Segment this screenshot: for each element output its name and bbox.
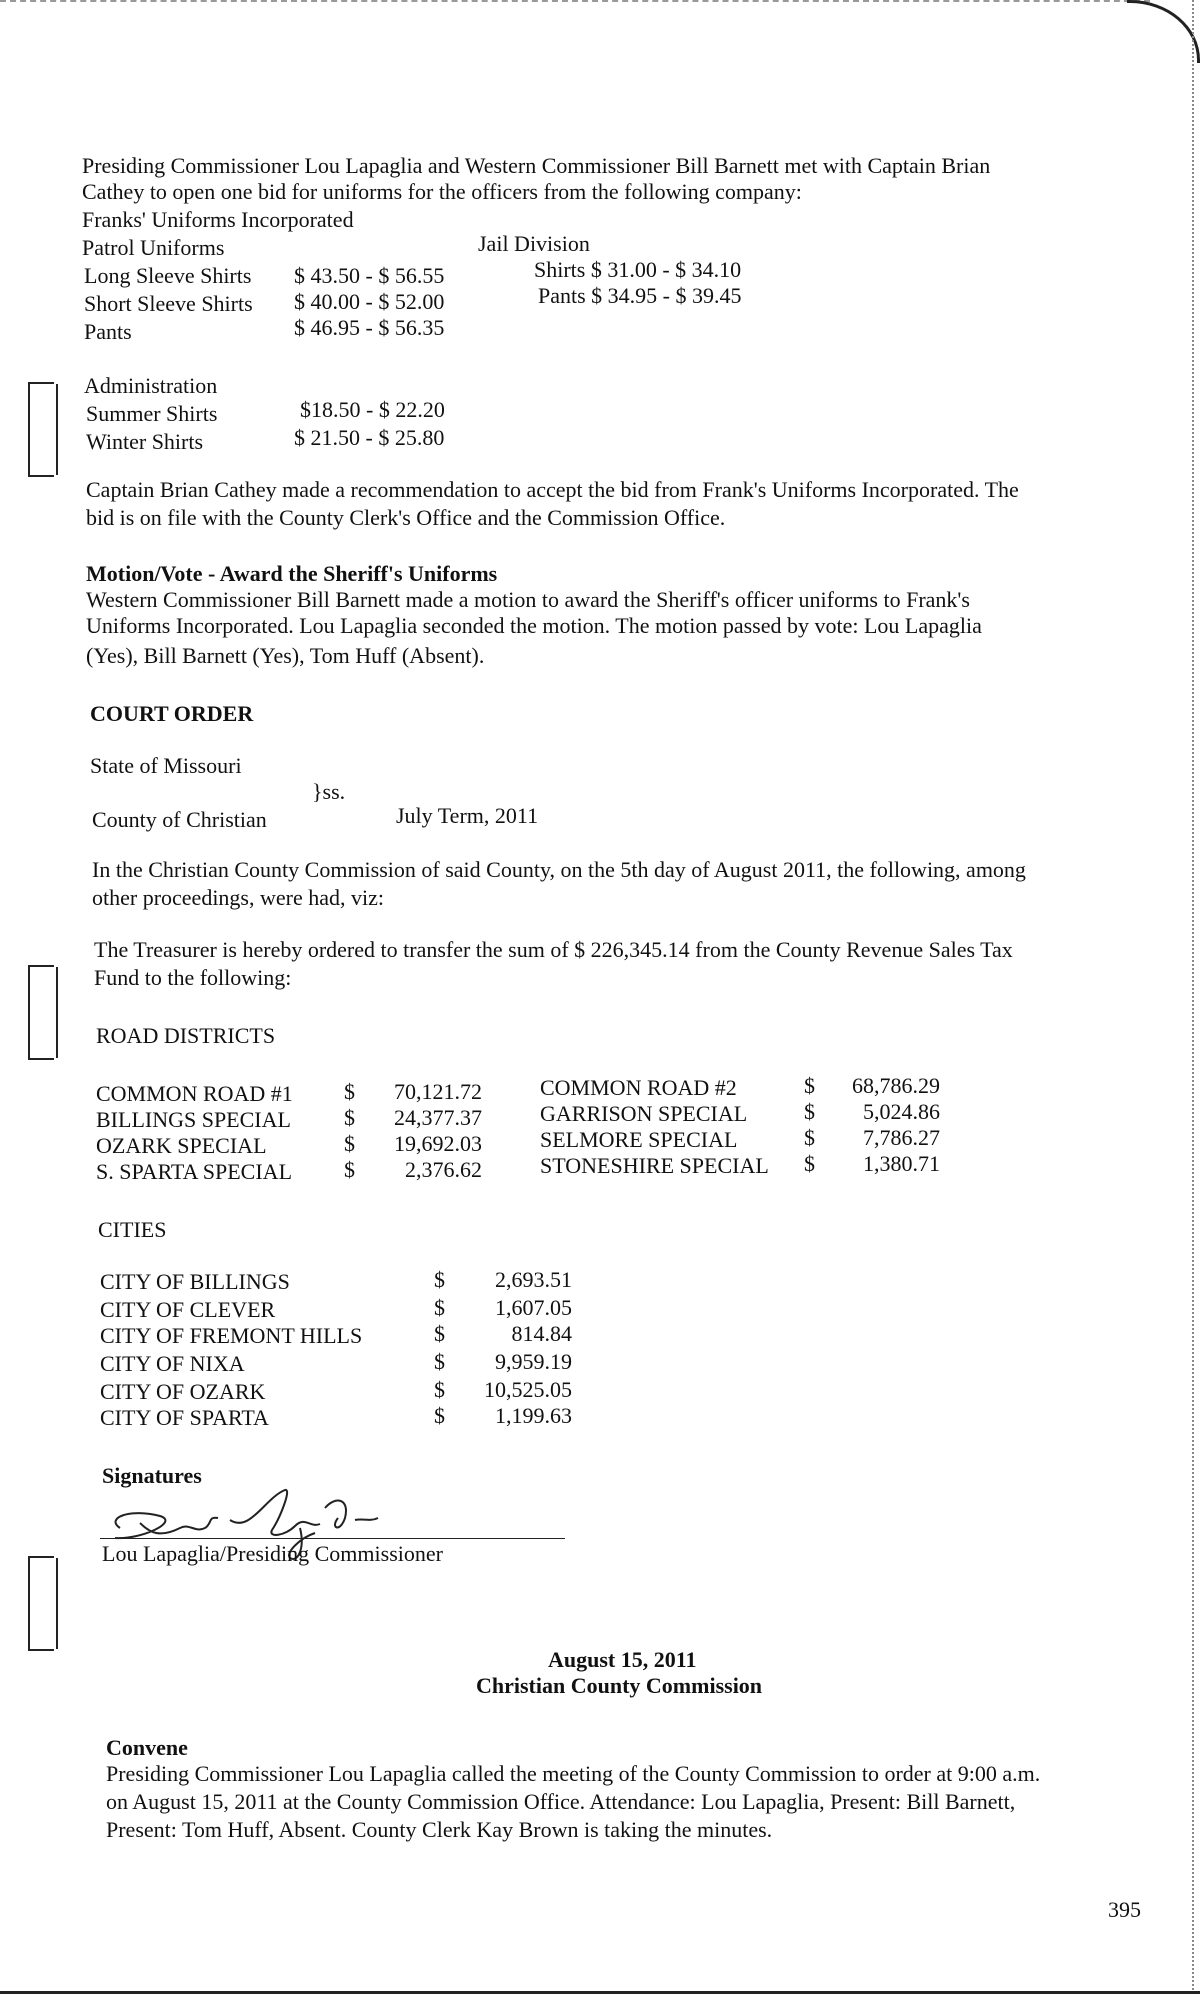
motion-line-1: Western Commissioner Bill Barnett made a motion to award the Sheriff's officer uniforms to Frank's xyxy=(86,587,970,612)
patrol-price: $ 46.95 - $ 56.35 xyxy=(294,315,445,340)
signature-line xyxy=(100,1538,565,1539)
road-name: GARRISON SPECIAL xyxy=(540,1101,748,1126)
road-amount: 1,380.71 xyxy=(863,1151,940,1176)
road-amount: 19,692.03 xyxy=(394,1131,482,1156)
patrol-item: Short Sleeve Shirts xyxy=(84,291,253,316)
city-currency: $ xyxy=(434,1349,445,1374)
motion-heading: Motion/Vote - Award the Sheriff's Uniforms xyxy=(86,561,498,586)
road-currency: $ xyxy=(804,1073,815,1098)
signatures-heading: Signatures xyxy=(102,1463,202,1488)
intro-line-2: Cathey to open one bid for uniforms for the officers from the following company: xyxy=(82,179,802,204)
meeting-date: August 15, 2011 xyxy=(548,1647,697,1672)
meeting-body: Christian County Commission xyxy=(476,1673,763,1698)
scan-bottom-edge xyxy=(0,1983,1200,1994)
road-amount: 2,376.62 xyxy=(405,1157,482,1182)
road-name: SELMORE SPECIAL xyxy=(540,1127,738,1152)
city-amount: 2,693.51 xyxy=(495,1267,572,1292)
proceedings-line-1: In the Christian County Commission of said County, on the 5th day of August 2011, the following, among xyxy=(92,857,1026,882)
road-amount: 24,377.37 xyxy=(394,1105,482,1130)
page-number: 395 xyxy=(1108,1897,1141,1922)
recommendation-line-1: Captain Brian Cathey made a recommendation to accept the bid from Frank's Uniforms Incorporated. The xyxy=(86,477,1019,502)
convene-line-1: Presiding Commissioner Lou Lapaglia called the meeting of the County Commission to order at 9:00 a.m. xyxy=(106,1761,1041,1786)
motion-line-2: Uniforms Incorporated. Lou Lapaglia seconded the motion. The motion passed by vote: Lou Lapaglia xyxy=(86,613,982,638)
patrol-price: $ 40.00 - $ 52.00 xyxy=(294,289,445,314)
cities-heading: CITIES xyxy=(98,1217,167,1242)
admin-price: $18.50 - $ 22.20 xyxy=(300,397,445,422)
binder-hole-3 xyxy=(28,1556,54,1651)
patrol-item: Pants xyxy=(84,319,132,344)
city-amount: 10,525.05 xyxy=(484,1377,572,1402)
road-districts-heading: ROAD DISTRICTS xyxy=(96,1023,276,1048)
road-name: COMMON ROAD #1 xyxy=(96,1081,293,1106)
city-amount: 814.84 xyxy=(511,1321,572,1346)
road-amount: 5,024.86 xyxy=(863,1099,940,1124)
convene-line-3: Present: Tom Huff, Absent. County Clerk Kay Brown is taking the minutes. xyxy=(106,1817,773,1842)
city-amount: 1,199.63 xyxy=(495,1403,572,1428)
recommendation-line-2: bid is on file with the County Clerk's Office and the Commission Office. xyxy=(86,505,726,530)
treasurer-line-2: Fund to the following: xyxy=(94,965,292,990)
road-currency: $ xyxy=(804,1151,815,1176)
convene-line-2: on August 15, 2011 at the County Commission Office. Attendance: Lou Lapaglia, Present: Bill Barnett, xyxy=(106,1789,1016,1814)
intro-line-1: Presiding Commissioner Lou Lapaglia and Western Commissioner Bill Barnett met with Captain Brian xyxy=(82,153,991,178)
city-amount: 1,607.05 xyxy=(495,1295,572,1320)
ss-bracket: }ss. xyxy=(312,779,346,804)
patrol-price: $ 43.50 - $ 56.55 xyxy=(294,263,445,288)
administration-heading: Administration xyxy=(84,373,218,398)
scan-top-edge xyxy=(0,0,1150,2)
city-name: CITY OF FREMONT HILLS xyxy=(100,1323,363,1348)
patrol-heading: Patrol Uniforms xyxy=(82,235,225,260)
city-currency: $ xyxy=(434,1403,445,1428)
road-name: COMMON ROAD #2 xyxy=(540,1075,737,1100)
admin-price: $ 21.50 - $ 25.80 xyxy=(294,425,445,450)
term-line: July Term, 2011 xyxy=(396,803,539,828)
city-currency: $ xyxy=(434,1377,445,1402)
road-currency: $ xyxy=(344,1157,355,1182)
road-amount: 7,786.27 xyxy=(863,1125,940,1150)
city-currency: $ xyxy=(434,1267,445,1292)
road-currency: $ xyxy=(804,1099,815,1124)
city-name: CITY OF SPARTA xyxy=(100,1405,269,1430)
signer-title: Lou Lapaglia/Presiding Commissioner xyxy=(102,1541,443,1566)
city-name: CITY OF BILLINGS xyxy=(100,1269,290,1294)
patrol-item: Long Sleeve Shirts xyxy=(84,263,252,288)
road-name: OZARK SPECIAL xyxy=(96,1133,267,1158)
city-currency: $ xyxy=(434,1321,445,1346)
city-currency: $ xyxy=(434,1295,445,1320)
state-line: State of Missouri xyxy=(90,753,242,778)
admin-item: Winter Shirts xyxy=(86,429,204,454)
road-name: S. SPARTA SPECIAL xyxy=(96,1159,293,1184)
convene-heading: Convene xyxy=(106,1735,188,1760)
road-currency: $ xyxy=(804,1125,815,1150)
county-line: County of Christian xyxy=(92,807,267,832)
treasurer-line-1: The Treasurer is hereby ordered to transfer the sum of $ 226,345.14 from the County Revenue Sales Tax xyxy=(94,937,1013,962)
road-name: BILLINGS SPECIAL xyxy=(96,1107,291,1132)
jail-row: Pants $ 34.95 - $ 39.45 xyxy=(538,283,742,308)
city-name: CITY OF NIXA xyxy=(100,1351,245,1376)
road-currency: $ xyxy=(344,1079,355,1104)
road-amount: 68,786.29 xyxy=(852,1073,940,1098)
city-name: CITY OF CLEVER xyxy=(100,1297,276,1322)
road-currency: $ xyxy=(344,1131,355,1156)
binder-hole-1 xyxy=(28,382,54,477)
scan-right-edge xyxy=(1188,0,1194,1994)
jail-heading: Jail Division xyxy=(478,231,590,256)
company-name: Franks' Uniforms Incorporated xyxy=(82,207,354,232)
binder-hole-2 xyxy=(28,965,54,1060)
motion-line-3: (Yes), Bill Barnett (Yes), Tom Huff (Absent). xyxy=(86,643,485,668)
admin-item: Summer Shirts xyxy=(86,401,218,426)
court-order-heading: COURT ORDER xyxy=(90,701,254,726)
jail-row: Shirts $ 31.00 - $ 34.10 xyxy=(534,257,742,282)
road-amount: 70,121.72 xyxy=(394,1079,482,1104)
city-name: CITY OF OZARK xyxy=(100,1379,266,1404)
city-amount: 9,959.19 xyxy=(495,1349,572,1374)
road-currency: $ xyxy=(344,1105,355,1130)
proceedings-line-2: other proceedings, were had, viz: xyxy=(92,885,384,910)
road-name: STONESHIRE SPECIAL xyxy=(540,1153,769,1178)
